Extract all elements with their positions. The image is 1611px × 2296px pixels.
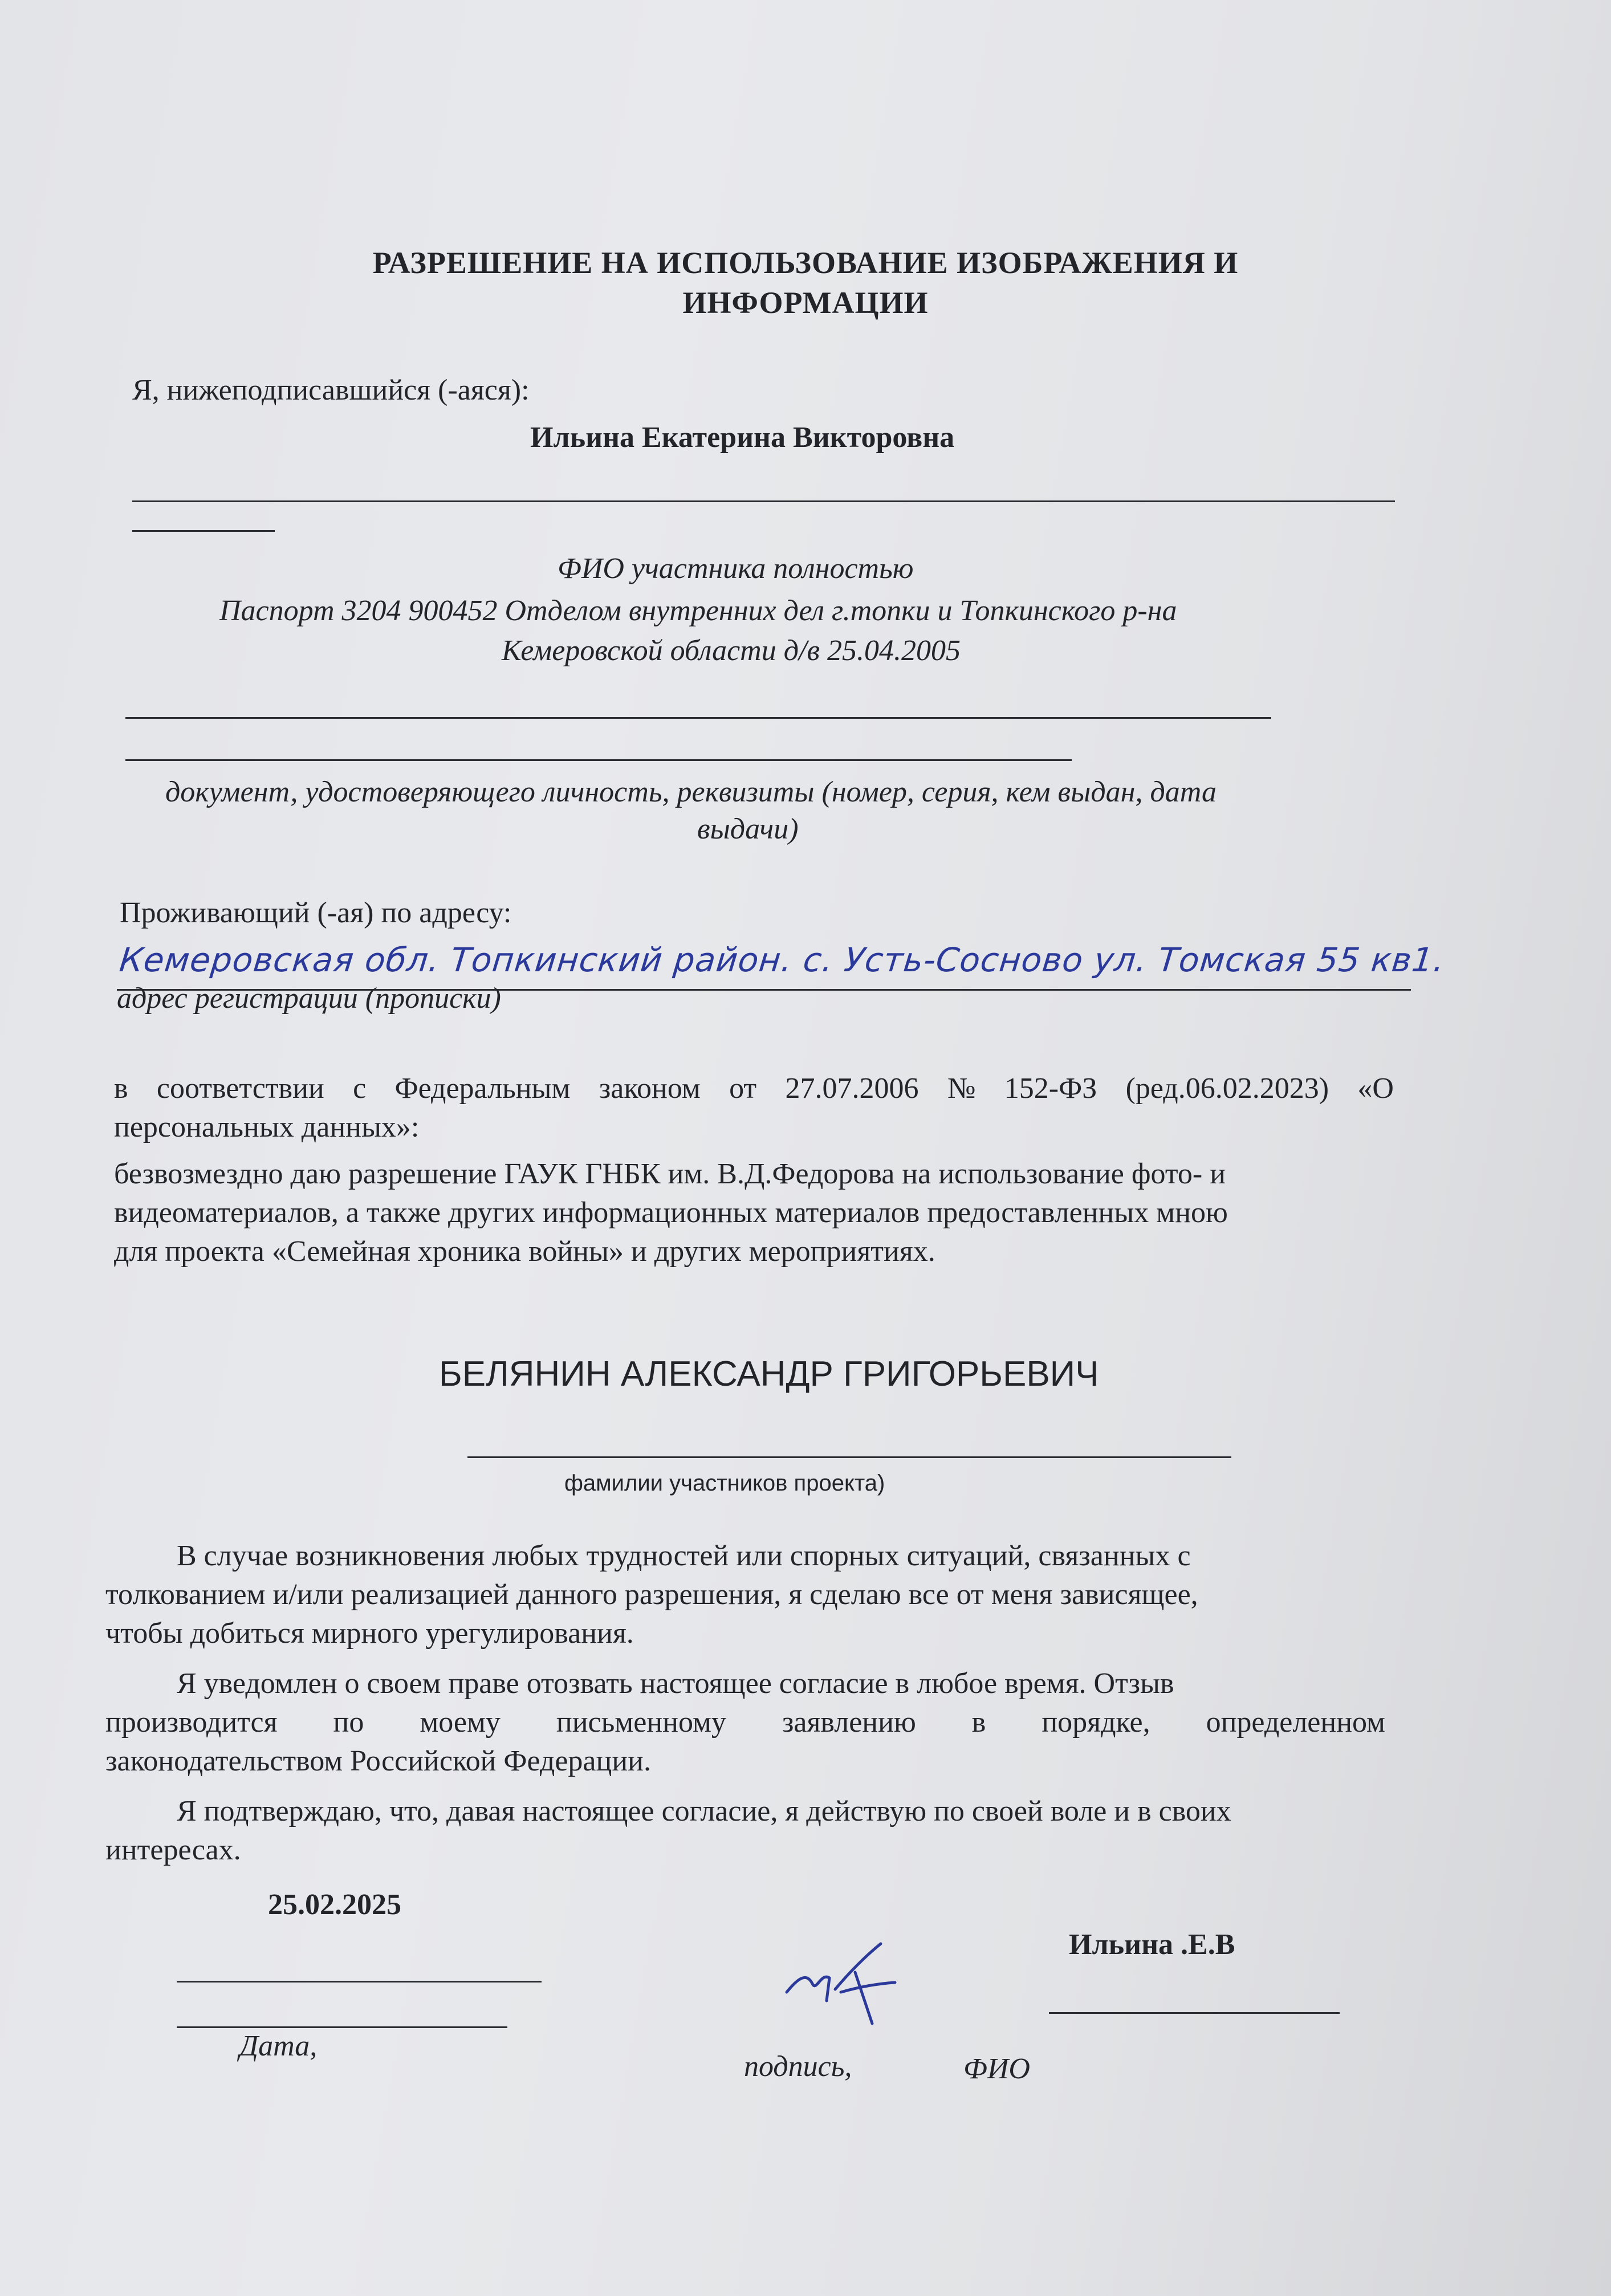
paragraph-revocation: Я уведомлен о своем праве отозвать настоящее согласие в любое время. Отзыв — [177, 1667, 1174, 1700]
grant-text-line2: видеоматериалов, а также других информационных материалов предоставленных мною — [114, 1196, 1228, 1229]
address-caption: адрес регистрации (прописки) — [117, 982, 501, 1015]
id-caption-line2: выдачи) — [697, 813, 799, 845]
law-reference: в соответствии с Федеральным законом от 27.07.2006 № 152-ФЗ (ред.06.02.2023) «О — [114, 1072, 1394, 1105]
paragraph-confirmation: Я подтверждаю, что, давая настоящее согласие, я действую по своей воле и в своих — [177, 1795, 1231, 1827]
passport-details-line2: Кемеровской области д/в 25.04.2005 — [502, 634, 961, 667]
date-value: 25.02.2025 — [268, 1888, 401, 1921]
paragraph-disputes-line3: чтобы добиться мирного урегулирования. — [105, 1617, 634, 1650]
date-underline — [177, 1981, 542, 1982]
paragraph-disputes-line2: толкованием и/или реализацией данного разрешения, я сделаю все от меня зависящее, — [105, 1578, 1198, 1611]
document-title-line2: ИНФОРМАЦИИ — [682, 286, 929, 320]
passport-details: Паспорт 3204 900452 Отделом внутренних дел г.топки и Топкинского р-на — [219, 595, 1177, 627]
document-title: РАЗРЕШЕНИЕ НА ИСПОЛЬЗОВАНИЕ ИЗОБРАЖЕНИЯ И — [372, 246, 1239, 280]
id-caption: документ, удостоверяющего личность, реквизиты (номер, серия, кем выдан, дата — [165, 776, 1217, 808]
fio-caption: ФИО — [963, 2053, 1030, 2085]
fio-underline — [1049, 2012, 1340, 2014]
project-underline — [467, 1456, 1231, 1458]
passport-underline — [125, 717, 1271, 719]
address-handwritten: Кемеровская обл. Топкинский район. с. Усть-Сосново ул. Томская 55 кв1. — [117, 941, 1447, 979]
project-participant: БЕЛЯНИН АЛЕКСАНДР ГРИГОРЬЕВИЧ — [439, 1354, 1099, 1394]
date-underline-2 — [177, 2026, 507, 2028]
fio-value: Ильина .Е.В — [1069, 1928, 1235, 1961]
address-label: Проживающий (-ая) по адресу: — [120, 897, 512, 929]
participant-name: Ильина Екатерина Викторовна — [530, 421, 955, 454]
grant-text-line3: для проекта «Семейная хроника войны» и других мероприятиях. — [114, 1235, 935, 1268]
grant-text: безвозмездно даю разрешение ГАУК ГНБК им. В.Д.Федорова на использование фото- и — [114, 1158, 1226, 1190]
date-caption: Дата, — [239, 2030, 318, 2062]
signature-mark — [781, 1938, 901, 2029]
paragraph-revocation-line3: законодательством Российской Федерации. — [105, 1745, 651, 1777]
paragraph-confirmation-line2: интересах. — [105, 1834, 241, 1866]
name-underline-2 — [132, 530, 275, 532]
law-reference-line2: персональных данных»: — [114, 1111, 420, 1143]
paragraph-revocation-line2: производится по моему письменному заявлению в порядке, определенном — [105, 1706, 1385, 1739]
intro-text: Я, нижеподписавшийся (-аяся): — [132, 374, 530, 406]
signature-caption: подпись, — [744, 2050, 852, 2083]
passport-underline-2 — [125, 759, 1072, 761]
paragraph-disputes: В случае возникновения любых трудностей или спорных ситуаций, связанных с — [177, 1540, 1191, 1572]
participant-caption: ФИО участника полностью — [558, 552, 914, 585]
name-underline — [132, 500, 1395, 502]
project-caption: фамилии участников проекта) — [564, 1471, 885, 1496]
